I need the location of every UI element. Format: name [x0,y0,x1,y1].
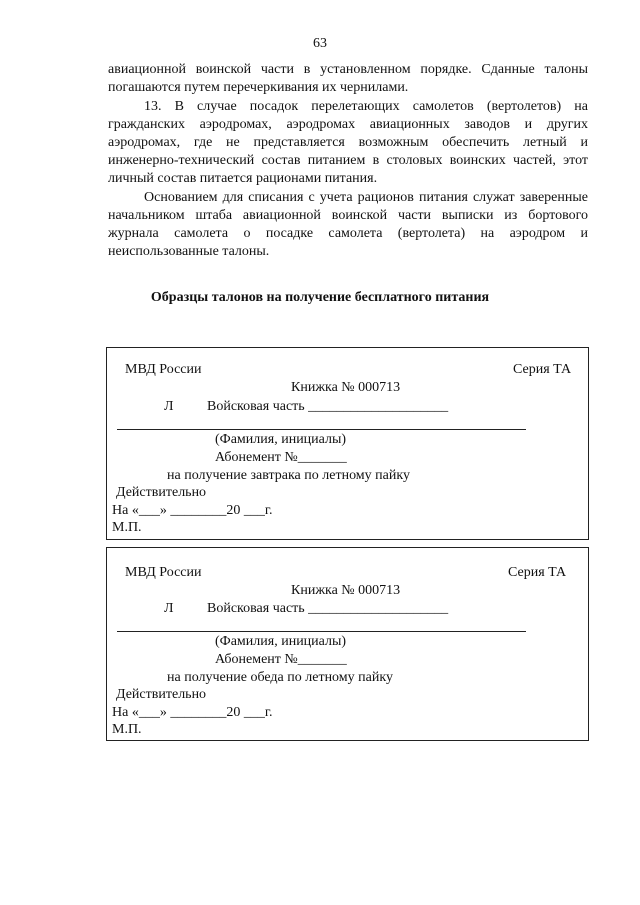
coupon-subscription: Абонемент №_______ [215,652,347,667]
coupon-purpose: на получение завтрака по летному пайку [167,468,410,483]
coupon-name-caption: (Фамилия, инициалы) [215,634,347,649]
coupon-valid: Действительно [116,687,207,702]
name-line [117,429,526,430]
coupon-lunch [106,547,589,741]
coupon-org: МВД России [125,362,202,377]
coupon-book-number: Книжка № 000713 [291,583,401,598]
paragraph-basis: Основанием для списания с учета рационов питания служат заверенные начальником штаба авиационной воинской части выписки из бортового журнала самолета о посадке самолета (вертолета) на аэродром и неиспользованные талоны. [108,190,588,259]
coupon-series: Серия ТА [508,565,567,580]
coupon-subscription: Абонемент №_______ [215,450,347,465]
body-text [108,61,588,261]
coupon-unit: Войсковая часть ____________________ [207,399,449,414]
page-number: 63 [313,36,327,51]
name-line [117,631,526,632]
coupon-unit: Войсковая часть ____________________ [207,601,449,616]
coupon-letter: Л [164,601,174,616]
coupon-book-number: Книжка № 000713 [291,380,401,395]
coupon-org: МВД России [125,565,202,580]
coupon-date: На «___» ________20 ___г. [112,503,273,518]
coupon-series: Серия ТА [513,362,572,377]
coupon-seal: М.П. [112,722,142,737]
section-title: Образцы талонов на получение бесплатного питания [150,290,490,305]
coupon-date: На «___» ________20 ___г. [112,705,273,720]
coupon-valid: Действительно [116,485,207,500]
coupon-breakfast [106,347,589,540]
coupon-seal: М.П. [112,520,142,535]
coupon-purpose: на получение обеда по летному пайку [167,670,393,685]
coupon-name-caption: (Фамилия, инициалы) [215,432,347,447]
paragraph-continuation: авиационной воинской части в установленном порядке. Сданные талоны погашаются путем перечеркивания их чернилами. [108,62,588,95]
paragraph-item-13: 13. В случае посадок перелетающих самолетов (вертолетов) на гражданских аэродромах, аэродромах авиационных заводов и других аэродромах, где не представляется возможным обеспечить летный и инженерно-технический состав питанием в столовых воинских частей, этот личный состав питается рационами питания. [108,99,588,186]
coupon-letter: Л [164,399,174,414]
